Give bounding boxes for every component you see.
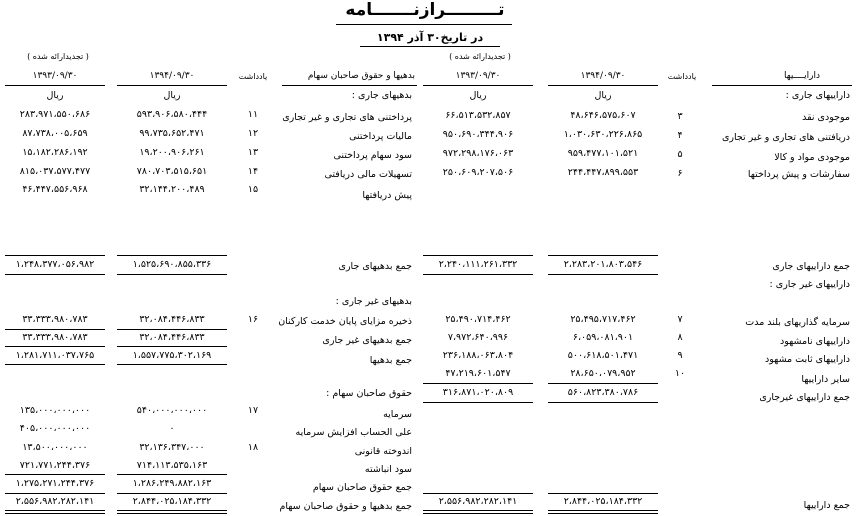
assets-total-label: جمع داراییها (803, 500, 850, 511)
asset-value-1393: ۲۳۶،۱۸۸،۰۶۳،۸۰۴ (442, 350, 514, 361)
asset-label: موجودی مواد و کالا (774, 152, 850, 163)
assets-restated-note: ( تجدیدارائه شده ) (449, 52, 511, 61)
assets-current-total-rule-3 (548, 274, 658, 275)
asset-value-1394: ۱،۰۳۰،۶۳۰،۲۲۶،۸۶۵ (563, 129, 643, 140)
liab-value-1393: ۲۸۳،۹۷۱،۵۵۰،۶۸۶ (19, 109, 91, 120)
liab-current-total-rule-4 (5, 274, 105, 275)
liab-noncurrent-total-1394: ۳۲،۰۸۴،۴۴۶،۸۳۳ (139, 332, 205, 343)
equity-label: سود انباشته (364, 464, 412, 475)
equity-value-1393: ۱۳۵،۰۰۰،۰۰۰،۰۰۰ (19, 405, 91, 416)
assets-noncurrent-total-rule-3 (548, 402, 658, 403)
assets-noncurrent-title: داراییهای غیر جاری : (769, 279, 850, 290)
title-underline (336, 24, 512, 25)
assets-total-1394: ۲،۸۴۴،۰۲۵،۱۸۴،۳۳۲ (563, 496, 643, 507)
liab-header-col1: ۱۳۹۴/۰۹/۳۰ (149, 71, 195, 81)
asset-value-1393: ۴۷،۲۱۹،۶۰۱،۵۴۷ (445, 368, 511, 379)
subtitle-underline (360, 46, 500, 47)
asset-value-1394: ۶،۰۵۹،۰۸۱،۹۰۱ (572, 332, 634, 343)
asset-note: ۸ (677, 332, 683, 343)
asset-note: ۳ (677, 111, 683, 122)
liab-value-1394: ۳۲،۱۴۴،۲۰۰،۴۸۹ (139, 184, 205, 195)
liab-current-total-rule-1 (117, 255, 227, 256)
assets-current-total-label: جمع داراییهای جاری (772, 261, 850, 272)
liab-noncurrent-total-1393: ۳۳،۳۳۳،۹۸۰،۷۸۳ (22, 332, 88, 343)
assets-total-rule-1 (548, 493, 658, 494)
liab-noncurrent-total-rule-1 (117, 329, 227, 330)
asset-value-1394: ۴۸،۶۴۶،۵۷۵،۶۰۷ (570, 110, 636, 121)
equity-total-rule-1 (117, 474, 227, 475)
equity-value-1393: ۷۲۱،۷۷۱،۲۴۴،۳۷۶ (19, 460, 91, 471)
asset-label: سرمایه گذاریهای بلند مدت (745, 317, 850, 328)
equity-total-1394: ۱،۲۸۶،۲۴۹،۸۸۲،۱۶۳ (132, 478, 212, 489)
equity-value-1394: ۰ (169, 423, 175, 434)
liab-note: ۱۳ (247, 147, 259, 158)
page-subtitle: در تاریخ۳۰ آذر ۱۳۹۴ (376, 31, 484, 44)
asset-note: ۹ (677, 350, 683, 361)
equity-value-1394: ۳۲،۱۳۶،۳۴۷،۰۰۰ (139, 442, 205, 453)
equity-total-rule-2 (5, 474, 105, 475)
liab-current-title: بدهیهای جاری : (351, 90, 412, 101)
asset-note: ۴ (677, 130, 683, 141)
assets-total-rule-2 (423, 493, 533, 494)
assets-header-rule (712, 85, 852, 86)
liab-noncurrent-total-label: جمع بدهیهای غیر جاری (322, 335, 412, 346)
liab-header-note: یادداشت (238, 72, 268, 81)
liab-currency-col2: ریال (46, 90, 64, 101)
asset-label: داراییهای نامشهود (780, 336, 850, 347)
asset-label: سایر داراییها (801, 374, 850, 385)
liab-label: مالیات پرداختنی (349, 131, 412, 142)
assets-header-col1: ۱۳۹۴/۰۹/۳۰ (580, 71, 626, 81)
liab-current-total-rule-2 (5, 255, 105, 256)
assets-current-total-rule-2 (423, 255, 533, 256)
liab-header-rule (282, 85, 417, 86)
liab-col1-rule (117, 85, 227, 86)
asset-note: ۱۰ (674, 368, 686, 379)
equity-total-1393: ۱،۲۷۵،۲۷۱،۲۴۴،۳۷۶ (15, 478, 95, 489)
liab-total-label: جمع بدهیها (369, 355, 412, 366)
grand-total-label: جمع بدهیها و حقوق صاحبان سهام (279, 501, 412, 512)
equity-total-rule-3 (117, 493, 227, 494)
liab-value-1394: ۹۹،۷۳۵،۶۵۲،۴۷۱ (139, 128, 205, 139)
equity-total-rule-4 (5, 493, 105, 494)
liab-header-title: بدهیها و حقوق صاحبان سهام (307, 71, 415, 81)
assets-total-double-rule-1 (548, 510, 658, 514)
liab-note: ۱۲ (247, 128, 259, 139)
asset-note: ۷ (677, 314, 683, 325)
assets-noncurrent-total-label: جمع داراییهای غیرجاری (759, 392, 850, 403)
assets-current-total-rule-4 (423, 274, 533, 275)
liab-note: ۱۱ (247, 109, 259, 120)
assets-noncurrent-total-1393: ۳۱۶،۸۷۱،۰۲۰،۸۰۹ (442, 387, 514, 398)
liab-label: پرداختنی های تجاری و غیر تجاری (282, 112, 412, 123)
equity-total-label: جمع حقوق صاحبان سهام (312, 482, 412, 493)
assets-current-total-1393: ۲،۲۴۰،۱۱۱،۲۶۱،۳۳۲ (438, 259, 518, 270)
liab-label: سود سهام پرداختنی (333, 150, 412, 161)
equity-label: سرمایه (383, 409, 412, 420)
asset-label: سفارشات و پیش پرداختها (747, 169, 850, 180)
grand-total-1393: ۲،۵۵۶،۹۸۲،۲۸۲،۱۴۱ (15, 496, 95, 507)
assets-total-1393: ۲،۵۵۶،۹۸۲،۲۸۲،۱۴۱ (438, 496, 518, 507)
asset-value-1393: ۶۶،۵۱۳،۵۳۲،۸۵۷ (445, 110, 511, 121)
asset-value-1393: ۷،۹۷۲،۶۴۰،۹۹۶ (447, 332, 509, 343)
assets-header-note: یادداشت (667, 72, 697, 81)
liab-label: ذخیره مزایای پایان خدمت کارکنان (278, 316, 412, 327)
asset-value-1393: ۹۷۲،۲۹۸،۱۷۶،۰۶۳ (442, 148, 514, 159)
asset-value-1393: ۲۵،۴۹۰،۷۱۴،۴۶۲ (445, 314, 511, 325)
equity-label: اندوخته قانونی (354, 446, 412, 457)
liab-col2-rule (5, 85, 105, 86)
assets-col2-rule (423, 85, 533, 86)
liab-label: تسهیلات مالی دریافتی (324, 169, 412, 180)
assets-currency-col1: ریال (594, 90, 612, 101)
equity-label: علی الحساب افزایش سرمایه (295, 427, 412, 438)
assets-noncurrent-total-rule-1 (548, 383, 658, 384)
asset-note: ۵ (677, 149, 683, 160)
assets-total-double-rule-2 (423, 510, 533, 514)
liab-total-1394: ۱،۵۵۷،۷۷۵،۳۰۲،۱۶۹ (132, 350, 212, 361)
equity-value-1394: ۵۴۰،۰۰۰،۰۰۰،۰۰۰ (136, 405, 208, 416)
asset-value-1394: ۲۸،۶۵۰،۰۷۹،۹۵۲ (570, 368, 636, 379)
assets-currency-col2: ریال (469, 90, 487, 101)
asset-value-1394: ۲۵،۴۹۵،۷۱۷،۴۶۲ (570, 314, 636, 325)
equity-value-1394: ۷۱۴،۱۱۳،۵۳۵،۱۶۳ (136, 460, 208, 471)
assets-current-total-1394: ۲،۲۸۳،۲۰۱،۸۰۳،۵۴۶ (563, 259, 643, 270)
grand-total-1394: ۲،۸۴۴،۰۲۵،۱۸۴،۳۳۲ (132, 496, 212, 507)
liab-note: ۱۴ (247, 166, 259, 177)
liab-value-1394: ۱۹،۲۰۰،۹۰۶،۲۶۱ (139, 147, 205, 158)
assets-header-title: دارایــــیها (783, 71, 820, 81)
liab-value-1393: ۱۵،۱۸۲،۲۸۶،۱۹۲ (22, 147, 88, 158)
asset-value-1394: ۵۰۰،۶۱۸،۵۰۱،۴۷۱ (567, 350, 639, 361)
asset-label: دریافتنی های تجاری و غیر تجاری (721, 132, 850, 143)
liab-note: ۱۵ (247, 184, 259, 195)
liab-total-rule-1 (117, 346, 227, 347)
liab-total-rule-4 (5, 364, 105, 365)
asset-label: موجودی نقد (802, 112, 850, 123)
assets-noncurrent-total-rule-4 (423, 402, 533, 403)
asset-value-1393: ۲۵۰،۶۰۹،۲۰۷،۵۰۶ (442, 167, 514, 178)
liab-total-rule-2 (5, 346, 105, 347)
asset-note: ۶ (677, 168, 683, 179)
liab-value-1394: ۵۹۳،۹۰۶،۵۸۰،۴۴۴ (136, 109, 208, 120)
liab-value-1393: ۴۶،۴۴۷،۵۵۶،۹۶۸ (22, 184, 88, 195)
liab-current-total-label: جمع بدهیهای جاری (338, 261, 412, 272)
asset-value-1393: ۹۵۰،۶۹۰،۳۴۴،۹۰۶ (442, 129, 514, 140)
asset-value-1394: ۹۵۹،۴۷۷،۱۰۱،۵۲۱ (567, 148, 639, 159)
equity-value-1393: ۴۰۵،۰۰۰،۰۰۰،۰۰۰ (19, 423, 91, 434)
liab-header-col2: ۱۳۹۳/۰۹/۳۰ (32, 71, 78, 81)
equity-title: حقوق صاحبان سهام : (326, 388, 412, 399)
liab-value-1393: ۸۱۵،۰۳۷،۵۷۷،۴۷۷ (19, 166, 91, 177)
grand-total-double-rule-2 (5, 510, 105, 514)
liab-value-1393: ۳۳،۳۳۳،۹۸۰،۷۸۳ (22, 314, 88, 325)
assets-col1-rule (548, 85, 658, 86)
liab-noncurrent-title: بدهیهای غیر جاری : (335, 296, 412, 307)
liab-value-1393: ۸۷،۷۳۸،۰۰۵،۶۵۹ (22, 128, 88, 139)
liab-value-1394: ۷۸۰،۷۰۳،۵۱۵،۶۵۱ (136, 166, 208, 177)
equity-note: ۱۷ (247, 405, 259, 416)
liab-current-total-rule-3 (117, 274, 227, 275)
grand-total-double-rule-1 (117, 510, 227, 514)
assets-noncurrent-total-rule-2 (423, 383, 533, 384)
assets-header-col2: ۱۳۹۳/۰۹/۳۰ (455, 71, 501, 81)
liab-current-total-1394: ۱،۵۲۵،۶۹۰،۸۵۵،۳۳۶ (132, 259, 212, 270)
liab-currency-col1: ریال (163, 90, 181, 101)
equity-value-1393: ۱۳،۵۰۰،۰۰۰،۰۰۰ (22, 442, 88, 453)
assets-noncurrent-total-1394: ۵۶۰،۸۲۳،۳۸۰،۷۸۶ (567, 387, 639, 398)
equity-note: ۱۸ (247, 442, 259, 453)
liab-current-total-1393: ۱،۲۴۸،۳۷۷،۰۵۶،۹۸۲ (15, 259, 95, 270)
liab-total-1393: ۱،۲۸۱،۷۱۱،۰۳۷،۷۶۵ (15, 350, 95, 361)
liab-note: ۱۶ (247, 314, 259, 325)
assets-current-title: داراییهای جاری : (785, 90, 850, 101)
liab-noncurrent-total-rule-2 (5, 329, 105, 330)
liab-value-1394: ۳۲،۰۸۴،۴۴۶،۸۳۳ (139, 314, 205, 325)
asset-label: داراییهای ثابت مشهود (765, 354, 850, 365)
liab-label: پیش دریافتها (362, 190, 412, 201)
liab-total-rule-3 (117, 364, 227, 365)
liab-restated-note: ( تجدیدارائه شده ) (27, 52, 89, 61)
page-title: تـــــــــرازنـــــــامه (345, 0, 505, 20)
asset-value-1394: ۲۴۴،۴۴۷،۸۹۹،۵۵۳ (567, 167, 639, 178)
assets-current-total-rule-1 (548, 255, 658, 256)
